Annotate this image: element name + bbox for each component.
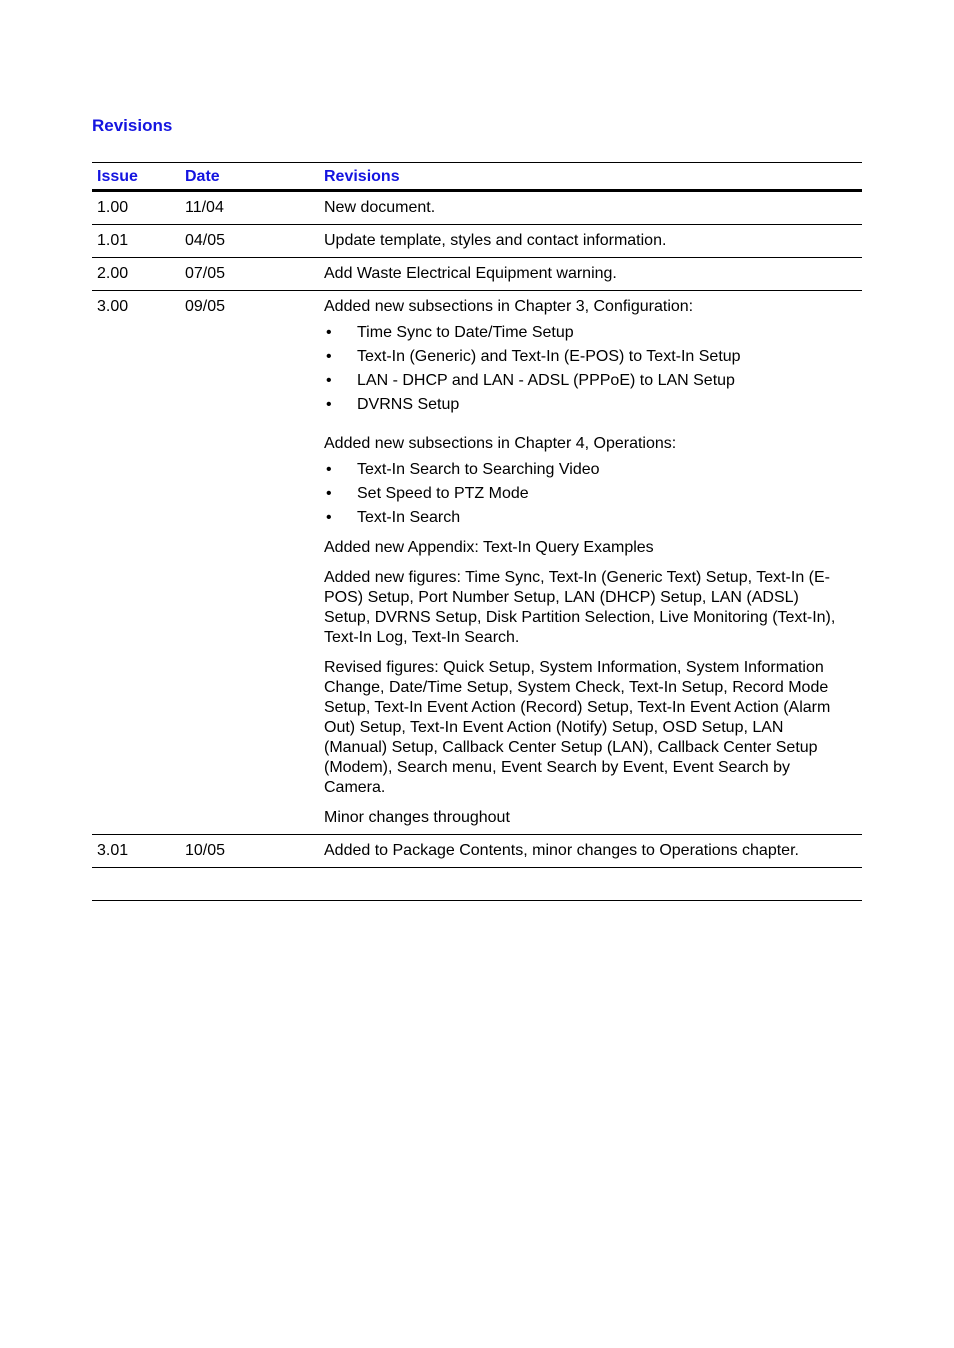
issue-cell: 2.00 — [97, 265, 129, 282]
table-row — [92, 225, 862, 258]
minor-changes-note: Minor changes throughout — [324, 809, 510, 826]
revision-cell: Added to Package Contents, minor changes to Operations chapter. — [324, 842, 799, 859]
issue-cell: 3.01 — [97, 842, 129, 859]
table-row — [92, 192, 862, 225]
chapter4-list — [324, 458, 842, 530]
date-cell: 04/05 — [185, 232, 226, 249]
date-cell: 09/05 — [185, 298, 226, 315]
list-item: • DVRNS Setup — [324, 393, 842, 417]
date-cell: 10/05 — [185, 842, 226, 859]
revision-cell: New document. — [324, 199, 436, 216]
revision-cell: Update template, styles and contact information. — [324, 232, 667, 249]
chapter4-intro: Added new subsections in Chapter 4, Operations: — [324, 435, 677, 452]
date-cell: 07/05 — [185, 265, 226, 282]
new-figures-note: Added new figures: Time Sync, Text-In (Generic Text) Setup, Text-In (E-POS) Setup, Port Number Setup, LAN (DHCP) Setup, LAN (ADSL) Setup, DVRNS Setup, Disk Partition Selection, Live Monitoring (Text-In), Text-In Log, Text-In Search. — [324, 569, 836, 646]
list-item: • Set Speed to PTZ Mode — [324, 482, 842, 506]
chapter3-intro: Added new subsections in Chapter 3, Configuration: — [324, 298, 694, 315]
list-item: • Time Sync to Date/Time Setup — [324, 321, 842, 345]
issue-cell: 3.00 — [97, 298, 129, 315]
issue-cell: 1.00 — [97, 199, 129, 216]
header-revisions: Revisions — [324, 168, 400, 185]
table-row — [92, 291, 862, 835]
table-header — [92, 163, 862, 192]
revision-cell: Add Waste Electrical Equipment warning. — [324, 265, 617, 282]
section-title: Revisions — [92, 116, 173, 135]
list-item: • LAN - DHCP and LAN - ADSL (PPPoE) to LAN Setup — [324, 369, 842, 393]
appendix-note: Added new Appendix: Text-In Query Examples — [324, 539, 654, 556]
chapter3-list — [324, 321, 842, 417]
header-issue: Issue — [97, 168, 138, 185]
date-cell: 11/04 — [185, 199, 224, 216]
issue-cell: 1.01 — [97, 232, 129, 249]
revision-cell — [324, 297, 862, 828]
list-item: • Text-In Search — [324, 506, 842, 530]
revised-figures-note: Revised figures: Quick Setup, System Information, System Information Change, Date/Time Setup, System Check, Text-In Setup, Record Mode Setup, Text-In Event Action (Record) Setup, Text-In Event Action (Alarm Out) Setup, Text-In Event Action (Notify) Setup, OSD Setup, LAN (Manual) Setup, Callback Center Setup (LAN), Callback Center Setup (Modem), Search menu, Event Search by Event, Event Search by Camera. — [324, 659, 831, 796]
empty-table-row — [92, 868, 862, 901]
header-date: Date — [185, 168, 220, 185]
table-row — [92, 258, 862, 291]
revisions-table — [92, 162, 862, 901]
table-row — [92, 835, 862, 868]
list-item: • Text-In (Generic) and Text-In (E-POS) to Text-In Setup — [324, 345, 842, 369]
list-item: • Text-In Search to Searching Video — [324, 458, 842, 482]
